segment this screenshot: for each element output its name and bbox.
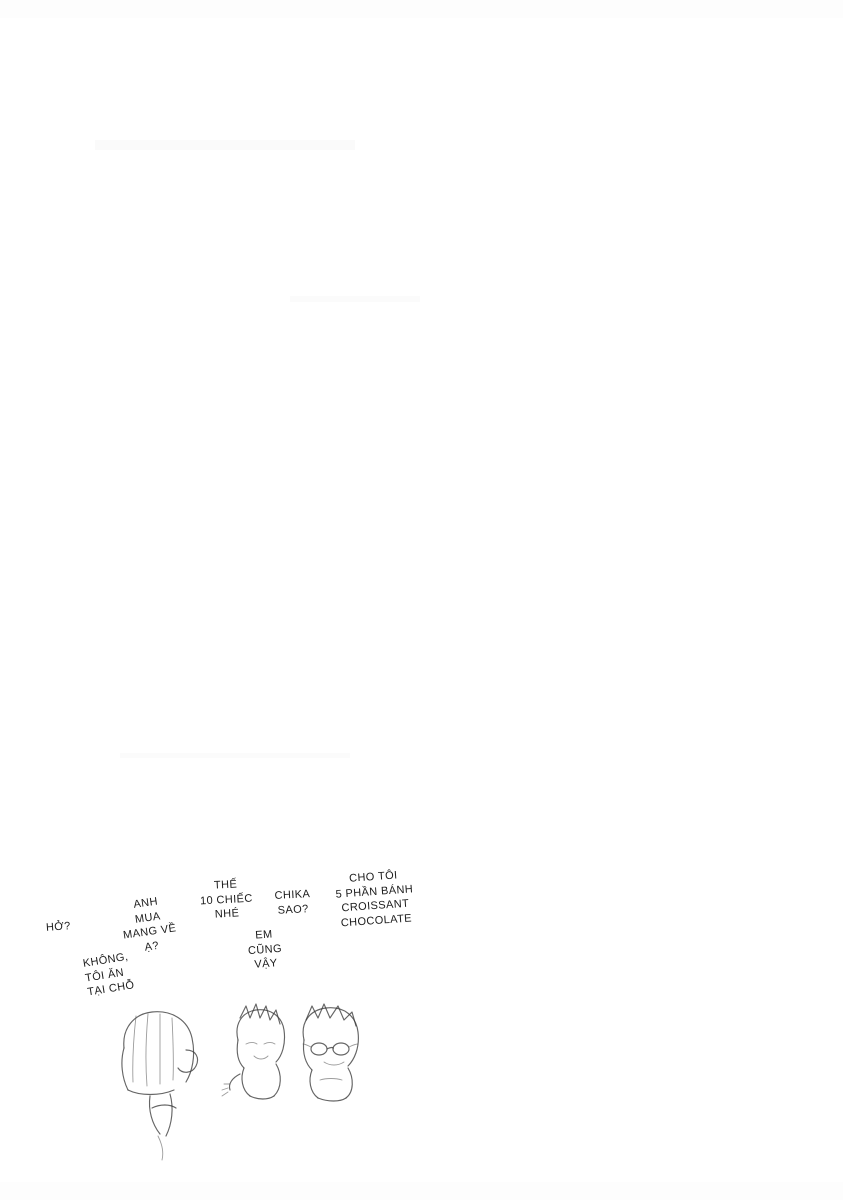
dialogue-anh-mua: ANH MUA MANG VỀ Ạ? (122, 895, 178, 954)
dialogue-chika-sao: CHIKA SAO? (274, 888, 311, 917)
page-edge-top (0, 0, 843, 18)
character-girl-short-hair (122, 1012, 198, 1160)
faint-mark-top (95, 140, 355, 150)
character-boy-glasses (303, 1004, 358, 1101)
dialogue-cho-toi: CHO TÔI 5 PHẦN BÁNH CROISSANT CHOCOLATE (335, 869, 414, 929)
faint-mark-middle (290, 296, 420, 302)
page-edge-bottom (0, 1182, 843, 1200)
character-boy-spiky (222, 1004, 285, 1099)
dialogue-hoa: HỞ? (45, 920, 72, 934)
dialogue-em-cung: EM CŨNG VẬY (247, 928, 283, 971)
faint-mark-lower (120, 753, 350, 758)
dialogue-khong: KHÔNG, TÔI ĂN TẠI CHỖ (82, 950, 136, 999)
dialogue-the-10: THẾ 10 CHIẾC NHÉ (199, 878, 253, 921)
